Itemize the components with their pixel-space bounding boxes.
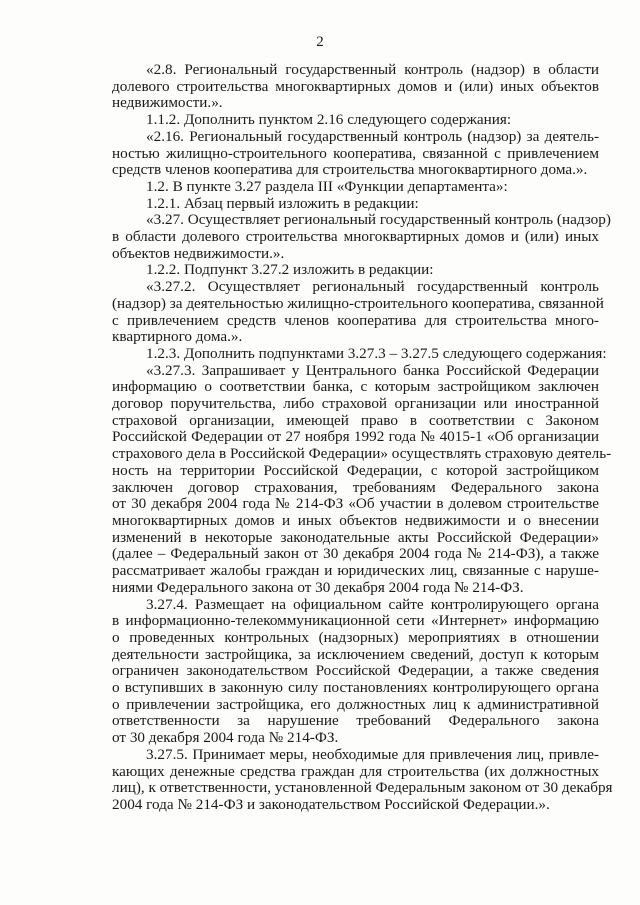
text-line: ниями Федерального закона от 30 декабря 2004 года № 214-ФЗ.: [112, 578, 524, 596]
text-line: страховой организации, имеющей право в соответствии с Законом: [112, 411, 599, 429]
text-line: информацию о соответствии банка, с которым застройщиком заключен: [112, 378, 599, 396]
text-line: рассматривает жалобы граждан и юридических лиц, связанные с наруше-: [112, 562, 599, 580]
text-line: о проведенных контрольных (надзорных) мероприятиях в отношении: [112, 628, 599, 646]
text-line: 3.27.5. Принимает меры, необходимые для привлечения лиц, привле-: [146, 745, 599, 763]
text-line: лиц), к ответственности, установленной Федеральным законом от 30 декабря: [112, 779, 613, 797]
text-line: договор поручительства, либо страховой организации или иностранной: [112, 395, 599, 413]
text-line: 1.2.3. Дополнить подпунктами 3.27.3 – 3.27.5 следующего содержания:: [146, 344, 607, 362]
text-line: от 30 декабря 2004 года № 214-ФЗ.: [112, 729, 339, 747]
text-line: средств членов кооператива для строительства многоквартирного дома.».: [112, 161, 588, 179]
text-line: ность на территории Российской Федерации, с которой застройщиком: [112, 461, 599, 479]
text-line: объектов недвижимости.».: [112, 244, 285, 262]
text-line: страхового дела в Российской Федерации» осуществлять страховую деятель-: [112, 445, 612, 463]
text-line: изменений в некоторые законодательные акты Российской Федерации»: [112, 528, 599, 546]
text-line: недвижимости.».: [112, 94, 223, 112]
text-line: «3.27.3. Запрашивает у Центрального банка Российской Федерации: [146, 361, 599, 379]
text-line: от 30 декабря 2004 года № 214-ФЗ «Об участии в долевом строительстве: [112, 495, 599, 513]
text-line: квартирного дома.».: [112, 328, 243, 346]
text-line: 2004 года № 214-ФЗ и законодательством Российской Федерации.».: [112, 795, 550, 813]
text-line: 1.2.2. Подпункт 3.27.2 изложить в редакции:: [146, 261, 434, 279]
text-line: (надзор) за деятельностью жилищно-строительного кооператива, связанной: [112, 294, 604, 312]
text-line: заключен договор страхования, требованиям Федерального закона: [112, 478, 599, 496]
text-line: о вступивших в законную силу постановлениях контролирующего органа: [112, 679, 599, 697]
text-line: многоквартирных домов и иных объектов недвижимости и о внесении: [112, 511, 599, 529]
page-number: 2: [316, 34, 324, 50]
text-line: кающих денежные средства граждан для строительства (их должностных: [112, 762, 599, 780]
text-line: (далее – Федеральный закон от 30 декабря 2004 года № 214-ФЗ), а также: [112, 545, 599, 563]
text-line: 1.2.1. Абзац первый изложить в редакции:: [146, 194, 419, 212]
text-line: 3.27.4. Размещает на официальном сайте контролирующего органа: [146, 595, 599, 613]
text-line: о привлечении застройщика, его должностных лиц к административной: [112, 695, 599, 713]
text-line: в области долевого строительства многоквартирных домов и (или) иных: [112, 228, 599, 246]
text-line: деятельности застройщика, за исключением сведений, доступ к которым: [112, 645, 599, 663]
text-line: долевого строительства многоквартирных домов и (или) иных объектов: [112, 77, 599, 95]
text-line: ограничен законодательством Российской Федерации, а также сведения: [112, 662, 599, 680]
text-line: ответственности за нарушение требований Федерального закона: [112, 712, 599, 730]
text-line: «2.16. Региональный государственный контроль (надзор) за деятель-: [146, 127, 599, 145]
text-line: 1.2. В пункте 3.27 раздела III «Функции департамента»:: [146, 177, 508, 195]
document-body: [112, 61, 613, 814]
text-line: «3.27.2. Осуществляет региональный государственный контроль: [146, 278, 599, 296]
text-line: «2.8. Региональный государственный контроль (надзор) в области: [146, 61, 599, 78]
text-line: 1.1.2. Дополнить пунктом 2.16 следующего содержания:: [146, 111, 512, 129]
text-line: «3.27. Осуществляет региональный государственный контроль (надзор): [146, 211, 611, 229]
text-line: с привлечением средств членов кооператива для строительства много-: [112, 311, 599, 329]
text-line: Российской Федерации от 27 ноября 1992 года № 4015-1 «Об организации: [112, 428, 599, 446]
text-line: ностью жилищно-строительного кооператива, связанной с привлечением: [112, 144, 599, 162]
text-line: в информационно-телекоммуникационной сети «Интернет» информацию: [112, 612, 599, 630]
